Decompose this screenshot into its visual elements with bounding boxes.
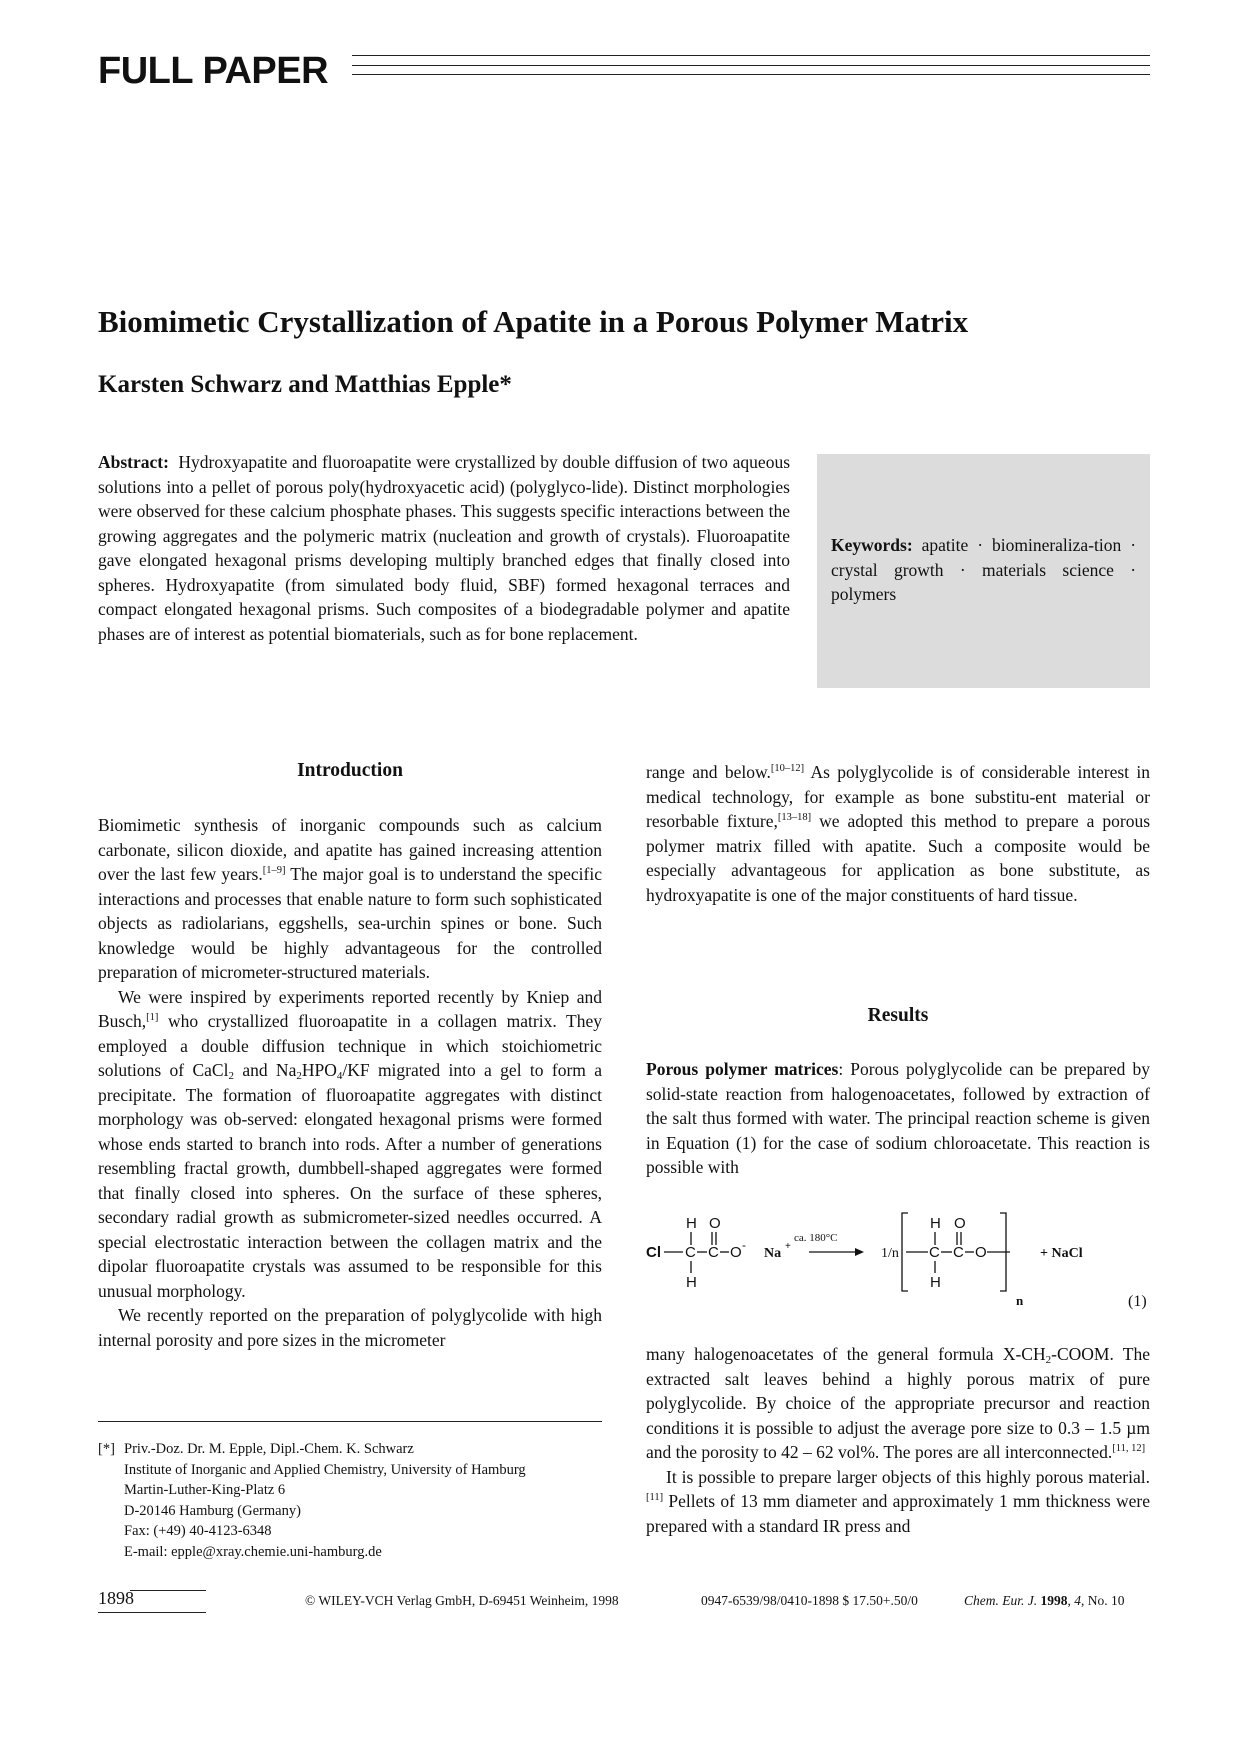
section-label: FULL PAPER — [98, 50, 329, 92]
paragraph: We were inspired by experiments reported recently by Kniep and Busch,[1] who crystallized fluoroapatite in a collagen matrix. They employed a double diffusion technique in which stoichiometric solutions of CaCl$_2$ and $Na_2HPO_4/KF$ migrated into a gel to form a precipitate. The formation of fluoroapatite aggregates with distinct morphology was ob-served: elongated hexagonal prisms were formed whose ends started to branch into rods. After a number of generations resembling fractal growth, dumbbell-shaped aggregates were formed that finally closed into spheres. On the surface of these spheres, secondary radial growth as submicrometer-sized needles occurred. A special electrostatic interaction between the collagen matrix and the dipolar fluoroapatite crystals was assumed to be responsible for this unusual morphology. — [98, 986, 602, 1301]
atom-c: C — [685, 1244, 696, 1261]
repeat-index: n — [1016, 1293, 1024, 1308]
equation-number: (1) — [1128, 1293, 1147, 1310]
results-heading: Results — [867, 1005, 929, 1026]
footnote — [98, 1439, 618, 1562]
header-rules — [352, 55, 1150, 84]
introduction-body — [98, 813, 602, 1352]
abstract — [98, 450, 790, 646]
abstract-text: Hydroxyapatite and fluoroapatite were crystallized by double diffusion of two aqueous solutions into a pellet of porous poly(hydroxyacetic acid) (polyglyco-lide). Distinct morphologies were observed for these calcium phosphate phases. This suggests specific interactions between the growing aggregates and the polymeric matrix (nucleation and growth of crystals). Fluoroapatite gave elongated hexagonal prisms developing multiply branched edges that finally closed into spheres. Hydroxyapatite (from simulated body fluid, SBF) formed hexagonal terraces and compact elongated hexagonal prisms. Such composites of a biodegradable polymer and apatite phases are of interest as potential biomaterials, such as for bone replacement. — [98, 452, 791, 644]
keyword-separator: · — [1130, 559, 1137, 580]
one-over-n: 1/n — [881, 1246, 899, 1261]
reaction-scheme — [640, 1205, 1140, 1325]
journal-issue: No. 10 — [1087, 1593, 1125, 1608]
atom-c: C — [708, 1244, 719, 1261]
sodium-chloride: + NaCl — [1040, 1246, 1083, 1261]
citation: [11] — [646, 1492, 664, 1503]
copyright: © WILEY-VCH Verlag GmbH, D-69451 Weinheim, 1998 — [305, 1593, 619, 1608]
paragraph: range and below.[10–12] As polyglycolide is of considerable interest in medical technology, for example as bone substitu-ent material or resorbable fixture,[13–18] we adopted this method to prepare a porous polymer matrix filled with apatite. Such a composite would be especially advantageous for application as bone substitute, as hydroxyapatite is one of the major constituents of hard tissue. — [646, 762, 1150, 905]
footnote-marker: [*] — [98, 1441, 115, 1457]
keyword: materials science — [981, 559, 1114, 580]
keyword-separator: · — [959, 559, 966, 580]
run-in-heading: Porous polymer matrices — [646, 1059, 839, 1079]
atom-c: C — [953, 1244, 964, 1261]
positive-charge: + — [785, 1241, 791, 1252]
footnote-line: Fax: (+49) 40-4123-6348 — [124, 1523, 272, 1539]
results-body — [646, 1057, 1150, 1180]
introduction-heading: Introduction — [297, 760, 403, 781]
atom-o: O — [709, 1215, 721, 1232]
keyword: biomineraliza-tion — [991, 535, 1122, 555]
keyword: crystal growth — [831, 559, 944, 580]
atom-o: O — [975, 1244, 987, 1261]
atom-cl: Cl — [646, 1244, 661, 1261]
sodium: Na — [764, 1246, 782, 1261]
keywords-label: Keywords: — [831, 535, 913, 555]
abstract-label: Abstract: — [98, 452, 169, 472]
citation: [10–12] — [770, 763, 805, 774]
atom-o: O — [954, 1215, 966, 1232]
keyword-separator: · — [977, 535, 984, 555]
paragraph: many halogenoacetates of the general formula $X-CH_2$-COOM. The extracted salt leaves behind a highly porous matrix of pure polyglycolide. By choice of the appropriate precursor and reaction conditions it is possible to adjust the average pore size to 0.3 – 1.5 µm and the porosity to 42 – 62 vol%. The pores are all interconnected.[11, 12] — [646, 1344, 1150, 1462]
journal-citation: Chem. Eur. J. 1998, 4, No. 10 — [964, 1593, 1125, 1608]
results-body-continued — [646, 1342, 1150, 1538]
atom-h: H — [930, 1215, 941, 1232]
reaction-condition: ca. 180°C — [794, 1232, 838, 1244]
citation: [13–18] — [777, 812, 812, 823]
footnote-rule — [98, 1421, 602, 1422]
page-number-rule — [130, 1590, 206, 1591]
keywords — [831, 533, 1136, 607]
keyword: apatite — [921, 535, 969, 555]
footnote-line: D-20146 Hamburg (Germany) — [124, 1502, 301, 1519]
journal-volume: 4 — [1074, 1593, 1081, 1608]
journal-year: 1998 — [1040, 1593, 1068, 1608]
citation: [1–9] — [262, 865, 286, 876]
footnote-line: Institute of Inorganic and Applied Chemistry, University of Hamburg — [124, 1461, 526, 1478]
paragraph: It is possible to prepare larger objects of this highly porous material.[11] Pellets of 13 mm diameter and approximately 1 mm thickness were prepared with a standard IR press and — [646, 1466, 1150, 1536]
atom-h: H — [686, 1215, 697, 1232]
citation: [11, 12] — [1112, 1443, 1146, 1454]
keyword-separator: · — [1130, 535, 1137, 555]
paragraph: Porous polymer matrices: Porous polyglycolide can be prepared by solid-state reaction from halogenoacetates, followed by extraction of the salt thus formed with water. The principal reaction scheme is given in Equation (1) for the case of sodium chloroacetate. This reaction is possible with — [646, 1059, 1150, 1177]
page-number: 1898 — [98, 1588, 134, 1608]
footnote-email: E-mail: epple@xray.chemie.uni-hamburg.de — [124, 1543, 382, 1560]
atom-c: C — [929, 1244, 940, 1261]
keyword: polymers — [831, 584, 897, 604]
introduction-continued — [646, 760, 1150, 907]
citation: [1] — [146, 1012, 159, 1023]
article-code: 0947-6539/98/0410-1898 $ 17.50+.50/0 — [701, 1593, 918, 1608]
footnote-line: Martin-Luther-King-Platz 6 — [124, 1482, 286, 1498]
journal-name: Chem. Eur. J. — [964, 1593, 1038, 1608]
paragraph: We recently reported on the preparation of polyglycolide with high internal porosity and pore sizes in the micrometer — [98, 1305, 602, 1350]
paper-title: Biomimetic Crystallization of Apatite in a Porous Polymer Matrix — [98, 304, 969, 339]
atom-h: H — [930, 1274, 941, 1291]
negative-charge: - — [742, 1238, 746, 1252]
paper-authors: Karsten Schwarz and Matthias Epple* — [98, 371, 512, 398]
atom-o: O — [730, 1244, 742, 1261]
paragraph: Biomimetic synthesis of inorganic compounds such as calcium carbonate, silicon dioxide, and apatite has gained increasing attention over the last few years.[1–9] The major goal is to understand the specific interactions and processes that enable nature to form such sophisticated objects as radiolarians, eggshells, sea-urchin spines or bone. Such knowledge would be highly advantageous for the controlled preparation of micrometer-structured materials. — [98, 815, 602, 982]
atom-h: H — [686, 1274, 697, 1291]
page-number-rule — [98, 1612, 206, 1613]
footnote-line: Priv.-Doz. Dr. M. Epple, Dipl.-Chem. K. Schwarz — [124, 1441, 414, 1457]
